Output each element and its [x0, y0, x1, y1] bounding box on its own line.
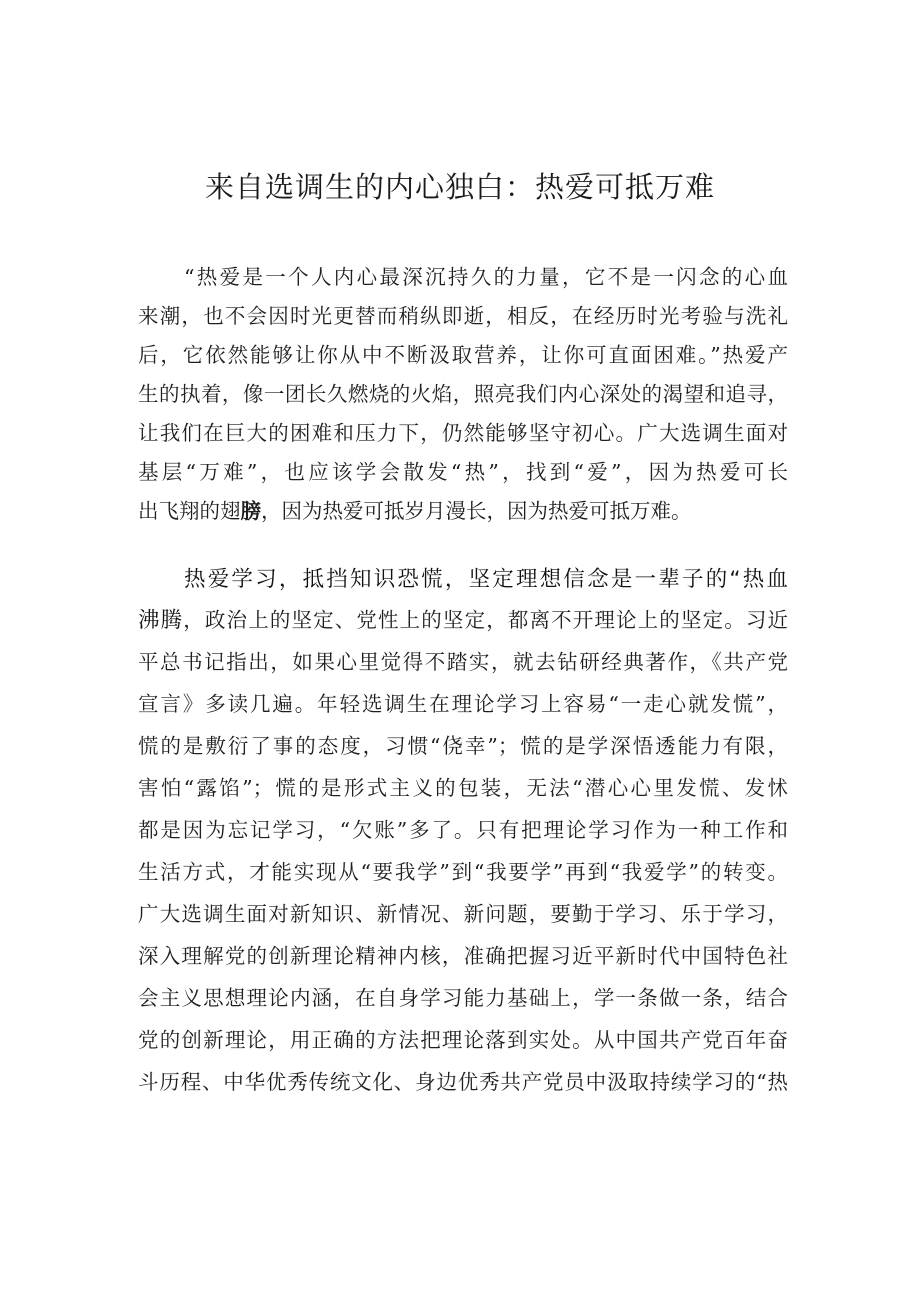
paragraph-2-line-2-rest: ，政治上的坚定、党性上的坚定，都离不开理论上的坚定。习近 — [183, 608, 788, 632]
paragraph-2-line-3: 平总书记指出，如果心里觉得不踏实，就去钻研经典著作，《共产党 — [138, 650, 788, 674]
paragraph-1-line-7-end: ，因为热爱可抵岁月漫长，因为热爱可抵万难。 — [261, 499, 692, 523]
paragraph-1-line-7 — [138, 496, 788, 526]
paragraph-2-line-11: 会主义思想理论内涵，在自身学习能力基础上，学一条做一条，结合 — [138, 986, 788, 1010]
paragraph-1-line-6: 基层“万难”，也应该学会散发“热”，找到“爱”，因为热爱可长 — [138, 460, 788, 484]
paragraph-1-line-1: “热爱是一个人内心最深沉持久的力量，它不是一闪念的心血 — [184, 265, 788, 289]
paragraph-2-line-8: 生活方式，才能实现从“要我学”到“我要学”再到“我爱学”的转变。 — [138, 860, 788, 884]
paragraph-1-line-5: 让我们在巨大的困难和压力下，仍然能够坚守初心。广大选调生面对 — [138, 421, 788, 445]
paragraph-2-line-13: 斗历程、中华优秀传统文化、身边优秀共产党员中汲取持续学习的“热 — [138, 1070, 788, 1094]
paragraph-2-line-4: 宣言》多读几遍。年轻选调生在理论学习上容易“一走心就发慌”， — [138, 692, 788, 716]
document-title: 来自选调生的内心独白：热爱可抵万难 — [204, 170, 715, 204]
paragraph-1-line-3: 后，它依然能够让你从中不断汲取营养，让你可直面困难。”热爱产 — [138, 343, 788, 367]
paragraph-2-line-9: 广大选调生面对新知识、新情况、新问题，要勤于学习、乐于学习， — [138, 902, 788, 926]
paragraph-1-line-4: 生的执着，像一团长久燃烧的火焰，照亮我们内心深处的渴望和追寻， — [138, 382, 788, 406]
paragraph-2-lead-line: 热爱学习，抵挡知识恐慌，坚定理想信念是一辈子的“热血 — [184, 567, 788, 592]
paragraph-2-line-5: 慌的是敷衍了事的态度，习惯“侥幸”；慌的是学深悟透能力有限， — [138, 734, 788, 758]
paragraph-1-line-7-bold-char: 膀 — [240, 499, 261, 523]
paragraph-1-line-2: 来潮，也不会因时光更替而稍纵即逝，相反，在经历时光考验与洗礼 — [138, 304, 788, 328]
paragraph-2-line-10: 深入理解党的创新理论精神内核，准确把握习近平新时代中国特色社 — [138, 944, 788, 968]
paragraph-2-lead-continuation: 沸腾 — [138, 608, 184, 633]
paragraph-1-line-7-start: 出飞翔的翅 — [138, 499, 241, 523]
paragraph-2-line-2 — [138, 605, 788, 636]
paragraph-2-line-7: 都是因为忘记学习，“欠账”多了。只有把理论学习作为一种工作和 — [138, 818, 788, 842]
paragraph-2-line-12: 党的创新理论，用正确的方法把理论落到实处。从中国共产党百年奋 — [138, 1028, 788, 1052]
paragraph-2-line-6: 害怕“露馅”；慌的是形式主义的包装，无法“潜心心里发慌、发怵 — [138, 776, 788, 800]
